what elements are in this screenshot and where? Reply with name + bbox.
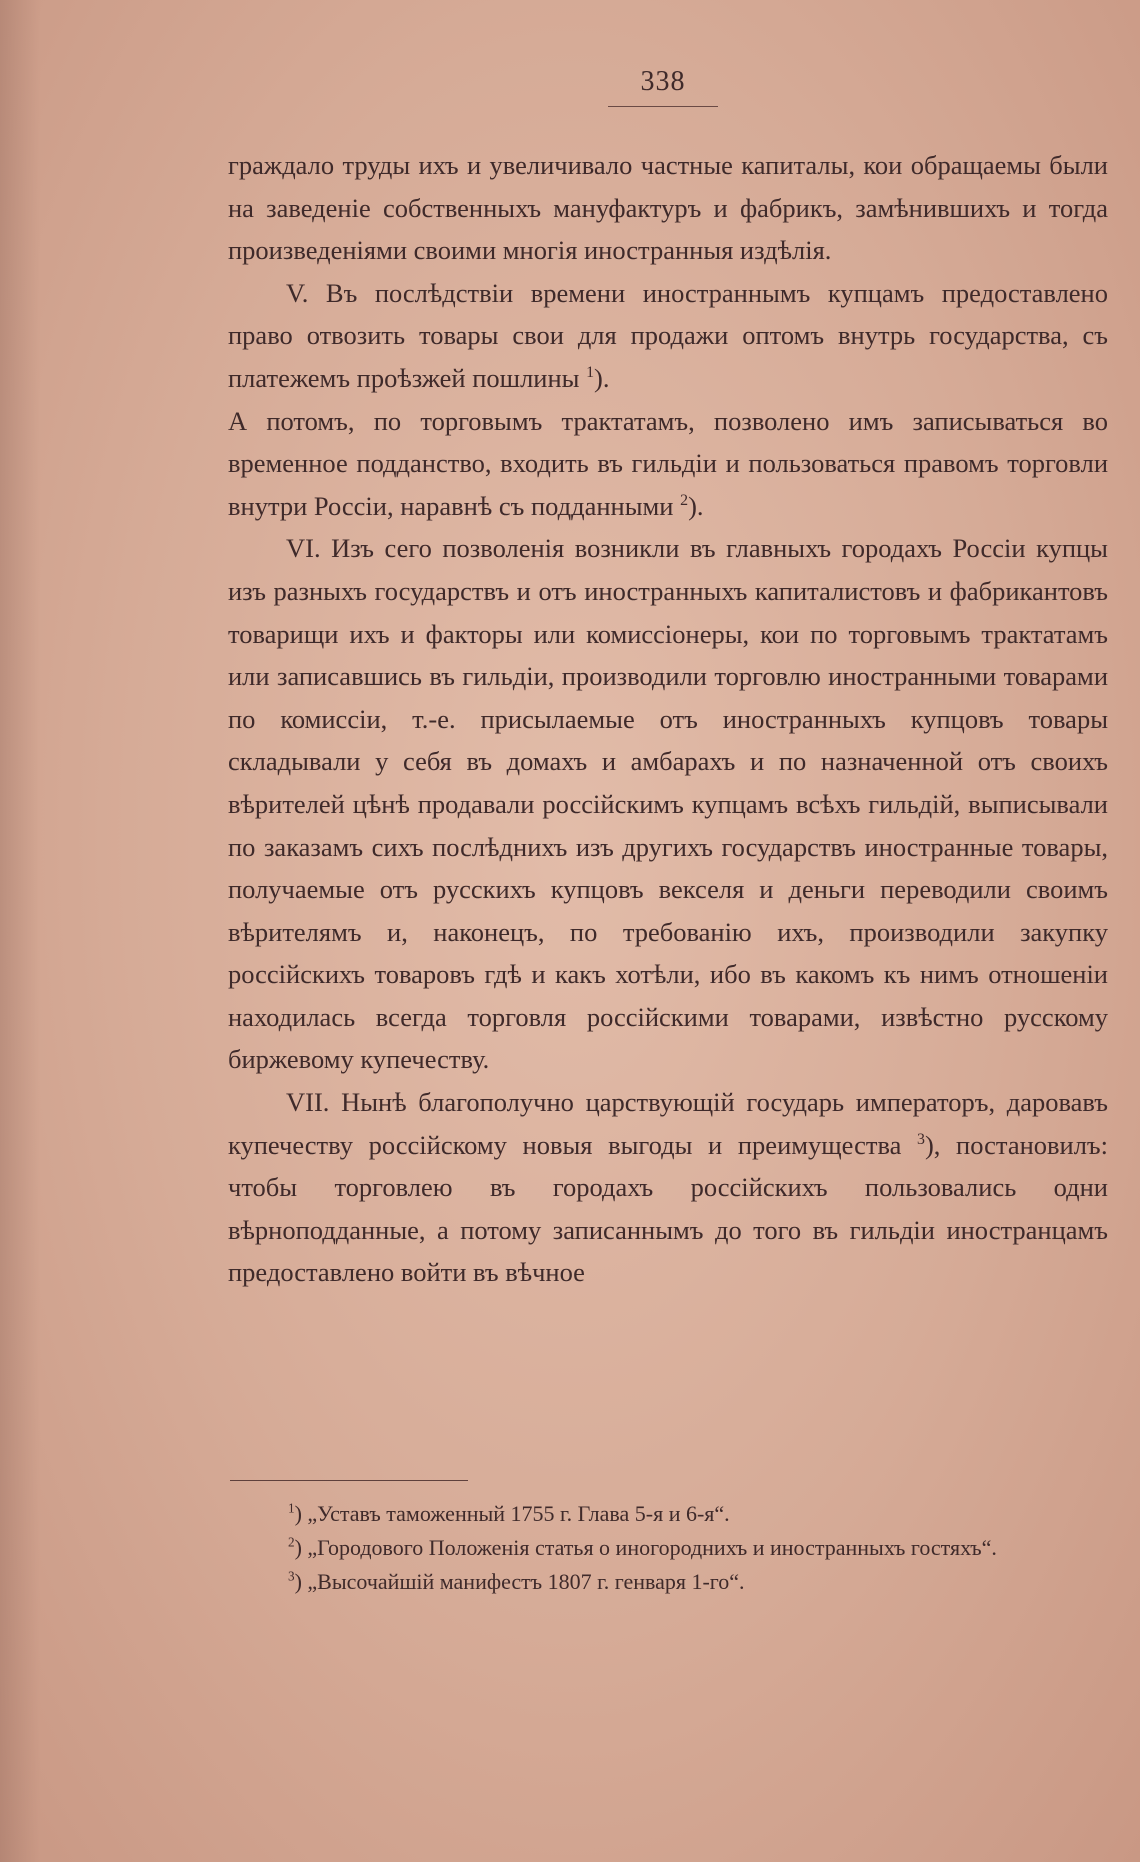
footnote-mark: 3 <box>288 1568 295 1584</box>
paragraph-text-tail: ). <box>594 362 610 393</box>
paragraph-text: VII. Нынѣ благополучно царствующій государь императоръ, даровавъ купечеству россійскому новыя выгоды и преимущества <box>228 1087 1108 1160</box>
paragraph-text: граждало труды ихъ и увеличивало частные капиталы, кои обращаемы были на заведеніе собственныхъ мануфактуръ и фабрикъ, замѣнившихъ и тогда произведеніями своими многія иностранныя издѣлія. <box>228 150 1108 266</box>
page-number-underline <box>608 106 718 107</box>
paragraph-section-v <box>228 272 1108 400</box>
paragraph <box>228 144 1108 272</box>
paragraph-text: V. Въ послѣдствіи времени иностраннымъ купцамъ предоставлено право отвозить товары свои для продажи оптомъ внутрь государства, съ платежемъ проѣзжей пошлины <box>228 277 1108 393</box>
footnotes <box>230 1497 1108 1599</box>
footnote-ref: 3 <box>917 1130 925 1148</box>
paragraph-text-tail: ), постановилъ: чтобы торговлею въ городахъ россійскихъ пользовались одни вѣрноподданные, а потому записаннымъ до того въ гильдіи иностранцамъ предоставлено войти въ вѣчное <box>228 1129 1108 1288</box>
footnote-mark: 2 <box>288 1534 295 1550</box>
paragraph-text: А потомъ, по торговымъ трактатамъ, позволено имъ записываться во временное подданство, входить въ гильдіи и пользоваться правомъ торговли внутри Россіи, наравнѣ съ подданными <box>228 405 1108 521</box>
footnote <box>230 1497 1108 1531</box>
footnote-text: ) „Уставъ таможенный 1755 г. Глава 5-я и 6-я“. <box>294 1501 730 1526</box>
footnote-divider <box>230 1480 468 1481</box>
page-number: 338 <box>640 66 686 97</box>
footnote-mark: 1 <box>288 1500 295 1516</box>
paragraph-text: VI. Изъ сего позволенія возникли въ главныхъ городахъ Россіи купцы изъ разныхъ государствъ и отъ иностранныхъ капиталистовъ и фабрикантовъ товарищи ихъ и факторы или комиссіонеры, кои по торговымъ трактатамъ или записавшись въ гильдіи, производили торговлю иностранными товарами по комиссіи, т.-е. присылаемые отъ иностранныхъ купцовъ товары складывали у себя въ домахъ и амбарахъ и по назначенной отъ своихъ вѣрителей цѣнѣ продавали россійскимъ купцамъ всѣхъ гильдій, выписывали по заказамъ сихъ послѣднихъ изъ другихъ государствъ иностранные товары, получаемые отъ русскихъ купцовъ векселя и деньги переводили своимъ вѣрителямъ и, наконецъ, по требованію ихъ, производили закупку россійскихъ товаровъ гдѣ и какъ хотѣли, ибо въ какомъ къ нимъ отношеніи находилась всегда торговля россійскими товарами, извѣстно русскому биржевому купечеству. <box>228 533 1108 1075</box>
footnote-ref: 2 <box>680 491 689 509</box>
paragraph-text-tail: ). <box>688 490 704 521</box>
paragraph-section-vi <box>228 527 1108 1081</box>
page-gutter-shadow <box>0 0 40 1862</box>
footnote-text: ) „Высочайшій манифестъ 1807 г. генваря 1-го“. <box>294 1569 745 1594</box>
body-text <box>228 144 1108 1294</box>
paragraph-section-vii <box>228 1081 1108 1294</box>
footnote <box>230 1531 1108 1565</box>
paragraph <box>228 400 1108 528</box>
footnote-text: ) „Городового Положенія статья о иногороднихъ и иностранныхъ гостяхъ“. <box>294 1535 997 1560</box>
footnote <box>230 1565 1108 1599</box>
footnote-ref: 1 <box>586 364 595 382</box>
